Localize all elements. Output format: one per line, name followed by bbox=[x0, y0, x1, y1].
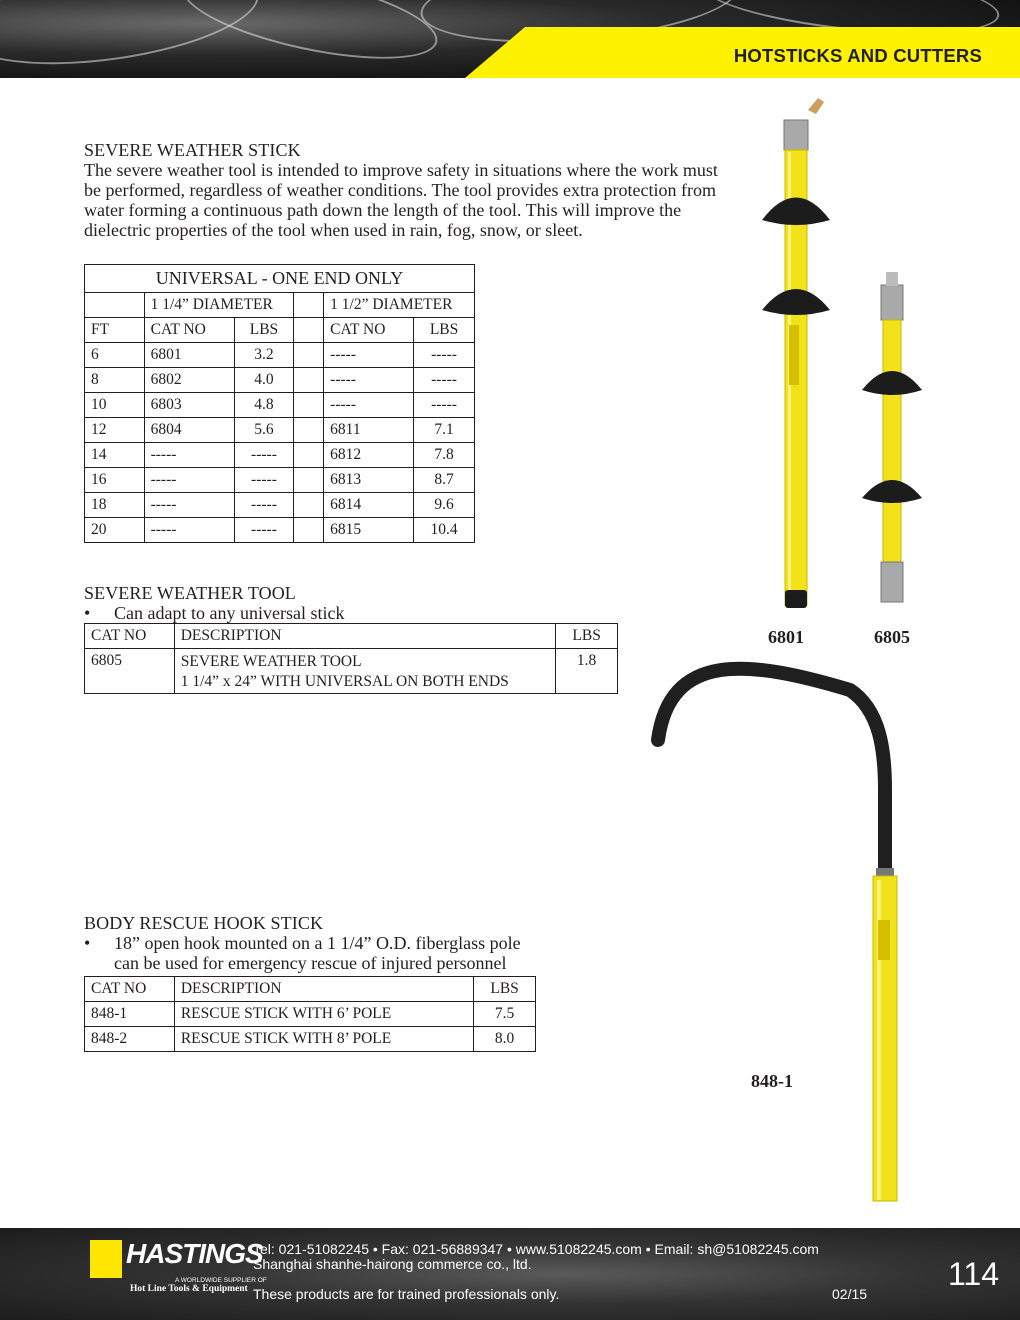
lbs-cell: 1.8 bbox=[556, 649, 618, 694]
hastings-logo-icon bbox=[90, 1240, 122, 1278]
cat-cell: ----- bbox=[324, 368, 414, 393]
col-header-lbs: LBS bbox=[234, 318, 294, 343]
spacer-cell bbox=[294, 393, 324, 418]
spacer-cell bbox=[294, 368, 324, 393]
product-illustrations bbox=[640, 90, 980, 1205]
col-header-cat: CAT NO bbox=[85, 624, 175, 649]
lbs-cell: 4.8 bbox=[234, 393, 294, 418]
table-row bbox=[85, 368, 475, 393]
logo-tagline: A WORLDWIDE SUPPLIER OF bbox=[175, 1277, 267, 1284]
cat-cell: ----- bbox=[144, 493, 234, 518]
col-header-lbs: LBS bbox=[556, 624, 618, 649]
universal-head-icon bbox=[808, 98, 824, 114]
ft-cell: 18 bbox=[85, 493, 145, 518]
spacer-cell bbox=[294, 418, 324, 443]
lbs-cell: ----- bbox=[234, 518, 294, 543]
cat-cell: 6801 bbox=[144, 343, 234, 368]
desc-cell: RESCUE STICK WITH 8’ POLE bbox=[174, 1027, 473, 1052]
col-header-lbs: LBS bbox=[414, 318, 475, 343]
footer-date: 02/15 bbox=[832, 1286, 868, 1302]
group-a-header: 1 1/4” DIAMETER bbox=[144, 293, 294, 318]
weather-shed-icon bbox=[862, 371, 922, 395]
page-number: 114 bbox=[948, 1256, 1000, 1292]
col-header-cat: CAT NO bbox=[144, 318, 234, 343]
lbs-cell: 7.8 bbox=[414, 443, 475, 468]
cat-cell: 848-1 bbox=[85, 1002, 175, 1027]
bullet-text: Can adapt to any universal stick bbox=[114, 603, 345, 623]
ft-cell: 20 bbox=[85, 518, 145, 543]
spacer-cell bbox=[294, 293, 324, 318]
col-header-desc: DESCRIPTION bbox=[174, 977, 473, 1002]
logo-name: HASTINGS bbox=[126, 1238, 263, 1269]
cat-cell: 6804 bbox=[144, 418, 234, 443]
cat-cell: 6812 bbox=[324, 443, 414, 468]
cat-cell: 6814 bbox=[324, 493, 414, 518]
lbs-cell: 7.5 bbox=[474, 1002, 536, 1027]
col-header-cat: CAT NO bbox=[85, 977, 175, 1002]
lbs-cell: 8.7 bbox=[414, 468, 475, 493]
lbs-cell: 5.6 bbox=[234, 418, 294, 443]
logo-tagline: Hot Line Tools & Equipment bbox=[130, 1284, 248, 1294]
severe-stick-table bbox=[84, 264, 475, 543]
group-b-header: 1 1/2” DIAMETER bbox=[324, 293, 475, 318]
lbs-cell: ----- bbox=[414, 393, 475, 418]
bullet-icon: • bbox=[84, 933, 91, 953]
lbs-cell: 9.6 bbox=[414, 493, 475, 518]
cat-cell: ----- bbox=[144, 518, 234, 543]
weather-shed-icon bbox=[762, 198, 830, 226]
page-header bbox=[0, 0, 1020, 78]
desc-cell: RESCUE STICK WITH 6’ POLE bbox=[174, 1002, 473, 1027]
severe-tool-heading: SEVERE WEATHER TOOL bbox=[84, 583, 296, 603]
spacer-cell bbox=[294, 343, 324, 368]
col-header-cat: CAT NO bbox=[324, 318, 414, 343]
table-row bbox=[85, 343, 475, 368]
spacer-cell bbox=[294, 443, 324, 468]
bullet-text-line-1: 18” open hook mounted on a 1 1/4” O.D. fiberglass pole bbox=[114, 933, 521, 953]
ft-cell: 12 bbox=[85, 418, 145, 443]
ft-cell: 14 bbox=[85, 443, 145, 468]
lbs-cell: ----- bbox=[234, 468, 294, 493]
table-row bbox=[85, 649, 618, 694]
spacer-cell bbox=[294, 518, 324, 543]
severe-stick-heading: SEVERE WEATHER STICK bbox=[84, 140, 301, 160]
product-label-6801: 6801 bbox=[768, 627, 804, 647]
col-header-ft: FT bbox=[85, 318, 145, 343]
ft-cell: 6 bbox=[85, 343, 145, 368]
tool-6805-image bbox=[862, 272, 922, 602]
bullet-icon: • bbox=[84, 603, 91, 623]
ft-cell: 8 bbox=[85, 368, 145, 393]
severe-tool-table bbox=[84, 623, 618, 694]
cat-cell: 848-2 bbox=[85, 1027, 175, 1052]
col-header-desc: DESCRIPTION bbox=[174, 624, 556, 649]
cat-cell: ----- bbox=[144, 443, 234, 468]
lbs-cell: 8.0 bbox=[474, 1027, 536, 1052]
empty-cell bbox=[85, 293, 145, 318]
table-row bbox=[85, 393, 475, 418]
rescue-table bbox=[84, 976, 536, 1052]
ft-cell: 16 bbox=[85, 468, 145, 493]
rescue-heading: BODY RESCUE HOOK STICK bbox=[84, 913, 324, 933]
lbs-cell: 10.4 bbox=[414, 518, 475, 543]
bullet-text-line-2: can be used for emergency rescue of injured personnel bbox=[114, 953, 507, 973]
product-label-848: 848-1 bbox=[751, 1071, 793, 1091]
lightning-streak bbox=[176, 0, 445, 76]
lbs-cell: 7.1 bbox=[414, 418, 475, 443]
severe-stick-description: The severe weather tool is intended to improve safety in situations where the work must be performed, regardless of weather conditions. The tool provides extra protection from water forming a continuous path down the length of the tool. This will improve the dielectric properties of the tool when used in rain, fog, snow, or sleet. bbox=[84, 160, 718, 240]
weather-shed-icon bbox=[862, 480, 922, 503]
table-row bbox=[85, 418, 475, 443]
cat-cell: ----- bbox=[324, 393, 414, 418]
cat-cell: 6815 bbox=[324, 518, 414, 543]
lbs-cell: ----- bbox=[234, 493, 294, 518]
col-header-lbs: LBS bbox=[474, 977, 536, 1002]
hook-stick-848-image bbox=[658, 669, 897, 1201]
spacer-cell bbox=[294, 493, 324, 518]
table-row bbox=[85, 1002, 536, 1027]
lbs-cell: ----- bbox=[414, 368, 475, 393]
cat-cell: 6811 bbox=[324, 418, 414, 443]
section-title: HOTSTICKS AND CUTTERS bbox=[733, 45, 982, 66]
table-row bbox=[85, 468, 475, 493]
table-row bbox=[85, 1027, 536, 1052]
lbs-cell: ----- bbox=[414, 343, 475, 368]
table-row bbox=[85, 518, 475, 543]
page-footer bbox=[0, 1228, 1020, 1320]
cat-cell: ----- bbox=[144, 468, 234, 493]
cat-cell: 6813 bbox=[324, 468, 414, 493]
table-title: UNIVERSAL - ONE END ONLY bbox=[85, 265, 475, 293]
footer-notice: These products are for trained professionals only. bbox=[253, 1286, 560, 1302]
desc-line-1: SEVERE WEATHER TOOL bbox=[180, 653, 362, 670]
desc-line-2: 1 1/4” x 24” WITH UNIVERSAL ON BOTH ENDS bbox=[180, 673, 509, 690]
lbs-cell: 4.0 bbox=[234, 368, 294, 393]
footer-contact: Tel: 021-51082245 • Fax: 021-56889347 • www.51082245.com • Email: sh@51082245.com bbox=[253, 1241, 819, 1257]
product-label-6805: 6805 bbox=[874, 627, 910, 647]
spacer-cell bbox=[294, 468, 324, 493]
table-row bbox=[85, 493, 475, 518]
lbs-cell: ----- bbox=[234, 443, 294, 468]
weather-shed-icon bbox=[762, 289, 830, 315]
cat-cell: 6805 bbox=[85, 649, 175, 694]
table-row bbox=[85, 443, 475, 468]
lbs-cell: 3.2 bbox=[234, 343, 294, 368]
spacer-cell bbox=[294, 318, 324, 343]
footer-company: Shanghai shanhe-hairong commerce co., ltd. bbox=[253, 1256, 532, 1272]
stick-6801-image bbox=[762, 98, 830, 608]
rescue-hook-icon bbox=[658, 669, 885, 870]
cat-cell: ----- bbox=[324, 343, 414, 368]
ft-cell: 10 bbox=[85, 393, 145, 418]
cat-cell: 6802 bbox=[144, 368, 234, 393]
cat-cell: 6803 bbox=[144, 393, 234, 418]
desc-cell bbox=[174, 649, 556, 694]
